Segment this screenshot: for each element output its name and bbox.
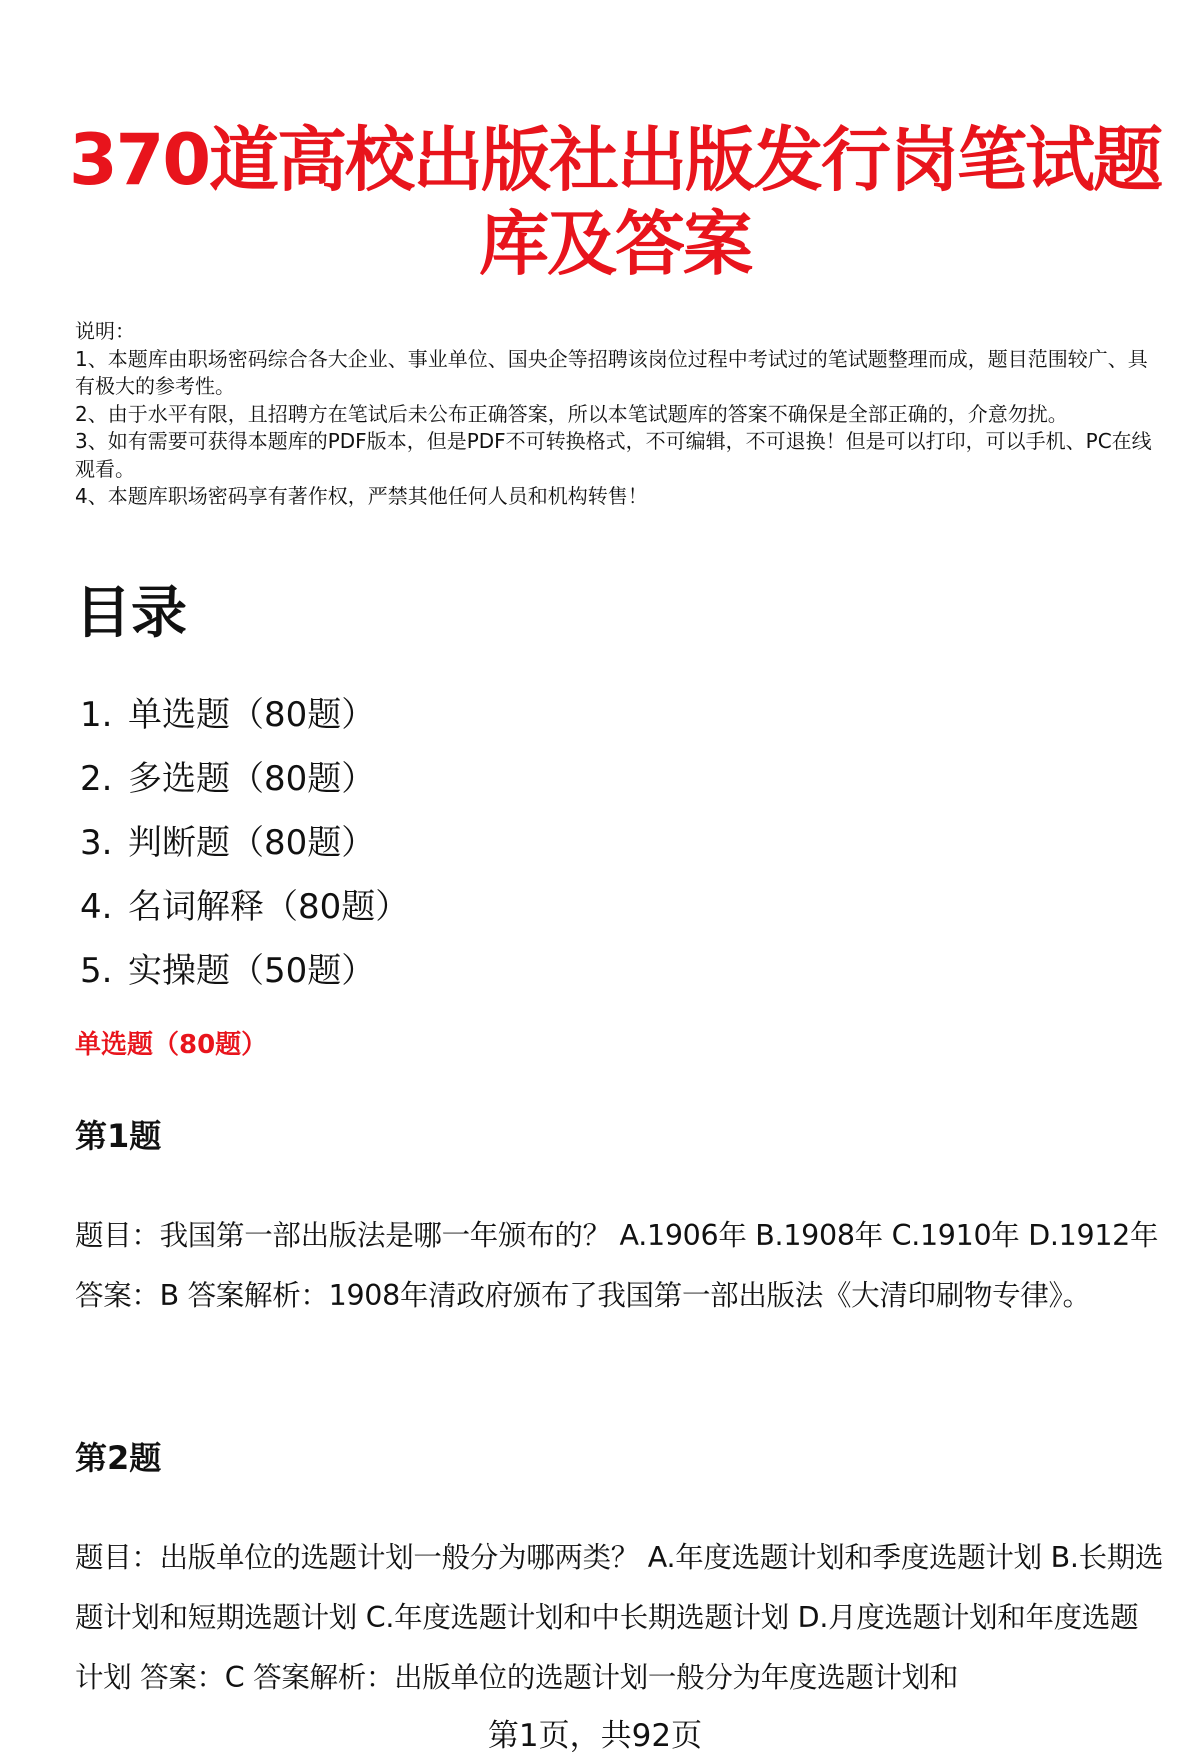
toc-item-label: 单选题（80题） <box>128 695 376 735</box>
question-heading: 第2题 <box>75 1439 162 1477</box>
toc-item-number: 1. <box>80 695 113 735</box>
document-title: 370道高校出版社出版发行岗笔试题库及答案 <box>68 119 1162 285</box>
table-of-contents <box>80 683 409 1003</box>
toc-heading: 目录 <box>75 581 187 646</box>
toc-item-label: 名词解释（80题） <box>128 887 410 927</box>
toc-item[interactable] <box>80 875 409 939</box>
note-item: 1、本题库由职场密码综合各大企业、事业单位、国央企等招聘该岗位过程中考试过的笔试题整理而成，题目范围较广、具有极大的参考性。 <box>75 346 1148 398</box>
toc-item[interactable] <box>80 811 409 875</box>
notes-heading: 说明： <box>75 319 135 343</box>
section-title: 单选题（80题） <box>75 1030 268 1060</box>
toc-item-number: 3. <box>80 823 113 863</box>
question-body: 题目：出版单位的选题计划一般分为哪两类？ A.年度选题计划和季度选题计划 B.长期选题计划和短期选题计划 C.年度选题计划和中长期选题计划 D.月度选题计划和年度选题计划 答案：C 答案解析：出版单位的选题计划一般分为年度选题计划和 <box>75 1541 1164 1694</box>
note-item: 2、由于水平有限，且招聘方在笔试后未公布正确答案，所以本笔试题库的答案不确保是全部正确的，介意勿扰。 <box>75 401 1068 426</box>
toc-item[interactable] <box>80 939 409 1003</box>
toc-item-number: 2. <box>80 759 113 799</box>
toc-item-number: 4. <box>80 887 113 927</box>
toc-item-number: 5. <box>80 951 113 991</box>
notes-block <box>75 318 1155 511</box>
toc-item[interactable] <box>80 747 409 811</box>
toc-item-label: 实操题（50题） <box>128 951 376 991</box>
note-item: 3、如有需要可获得本题库的PDF版本，但是PDF不可转换格式，不可编辑，不可退换！但是可以打印，可以手机、PC在线观看。 <box>75 429 1152 481</box>
toc-item-label: 多选题（80题） <box>128 759 376 799</box>
toc-item-label: 判断题（80题） <box>128 823 376 863</box>
question-body: 题目：我国第一部出版法是哪一年颁布的？ A.1906年 B.1908年 C.1910年 D.1912年 答案：B 答案解析：1908年清政府颁布了我国第一部出版法《大清印刷物专律》。 <box>75 1219 1159 1312</box>
toc-item[interactable] <box>80 683 409 747</box>
note-item: 4、本题库职场密码享有著作权，严禁其他任何人员和机构转售！ <box>75 484 648 508</box>
question-heading: 第1题 <box>75 1117 162 1155</box>
page-footer: 第1页，共92页 <box>487 1718 703 1754</box>
